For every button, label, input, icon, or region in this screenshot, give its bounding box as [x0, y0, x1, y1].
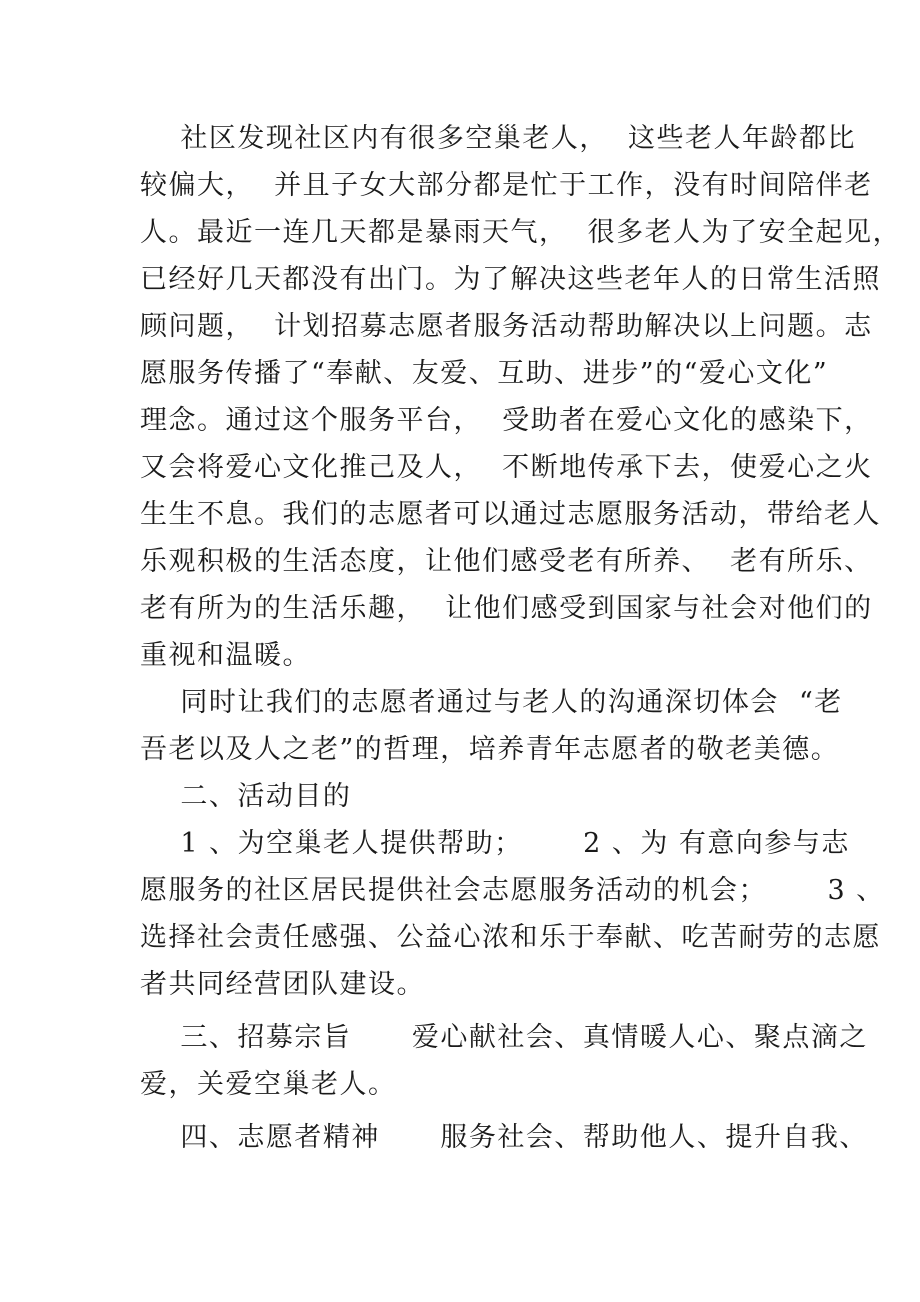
text-line: 同时让我们的志愿者通过与老人的沟通深切体会 “老 [140, 687, 843, 718]
text-line: 1 、为空巢老人提供帮助； 2 、为 有意向参与志 [140, 828, 850, 859]
text-line: 吾老以及人之老”的哲理，培养青年志愿者的敬老美德。 [140, 734, 840, 765]
text-line: 者共同经营团队建设。 [140, 969, 425, 1000]
text-line: 又会将爱心文化推己及人， 不断地传承下去，使爱心之火 [140, 452, 873, 483]
text-line: 顾问题， 计划招募志愿者服务活动帮助解决以上问题。志 [140, 311, 873, 342]
text-line: 理念。通过这个服务平台， 受助者在爱心文化的感染下， [140, 405, 873, 436]
text-line: 已经好几天都没有出门。为了解决这些老年人的日常生活照 [140, 264, 881, 295]
section-heading: 四、志愿者精神 服务社会、帮助他人、提升自我、 [140, 1122, 868, 1153]
text-line: 生生不息。我们的志愿者可以通过志愿服务活动，带给老人 [140, 499, 881, 530]
text-line: 选择社会责任感强、公益心浓和乐于奉献、吃苦耐劳的志愿 [140, 922, 881, 953]
document-body [140, 115, 902, 1161]
text-line: 老有所为的生活乐趣， 让他们感受到国家与社会对他们的 [140, 593, 873, 624]
text-line: 愿服务传播了“奉献、友爱、互助、进步”的“爱心文化” [140, 358, 829, 389]
text-line: 较偏大， 并且子女大部分都是忙于工作，没有时间陪伴老 [140, 170, 873, 201]
text-line: 社区发现社区内有很多空巢老人， 这些老人年龄都比 [140, 123, 856, 154]
section-heading: 二、活动目的 [140, 781, 352, 812]
section-heading: 三、招募宗旨 爱心献社会、真情暖人心、聚点滴之 [140, 1022, 868, 1053]
text-line: 爱，关爱空巢老人。 [140, 1069, 397, 1100]
text-line: 乐观积极的生活态度，让他们感受老有所养、 老有所乐、 [140, 546, 873, 577]
text-line: 重视和温暖。 [140, 640, 311, 671]
text-line: 愿服务的社区居民提供社会志愿服务活动的机会； 3 、 [140, 875, 885, 906]
text-line: 人。最近一连几天都是暴雨天气， 很多老人为了安全起见， [140, 217, 902, 248]
